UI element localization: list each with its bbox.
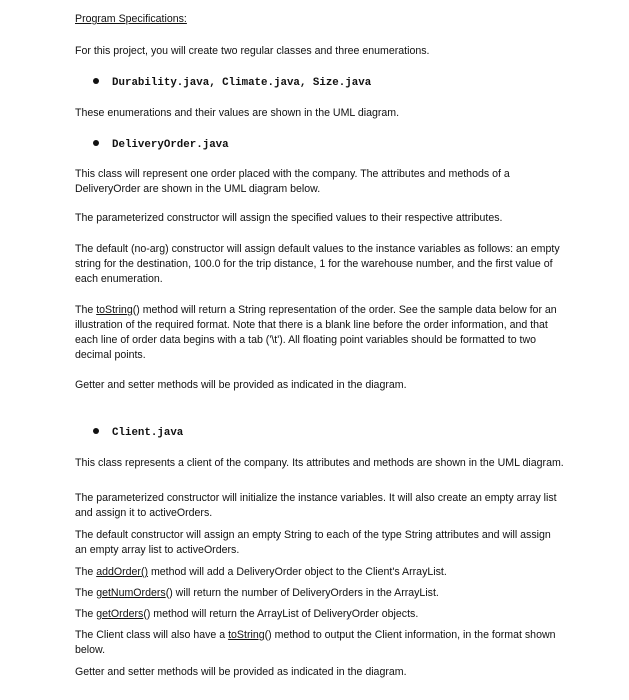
delivery-paragraph-2: The parameterized constructor will assign the specified values to their respective attributes. [75, 212, 503, 224]
intro-paragraph: For this project, you will create two regular classes and three enumerations. [75, 45, 430, 57]
addorder-reference: addOrder() [96, 566, 149, 578]
client-paragraph-3: The default constructor will assign an empty String to each of the type String attributes and will assign an empty array list to activeOrders. [75, 529, 551, 556]
bullet-enumerations [93, 75, 371, 91]
bullet-delivery-order-text: DeliveryOrder.java [112, 139, 229, 151]
text-segment: () method to output the Client information, in the format shown below. [75, 629, 556, 656]
text-segment: () method will return the ArrayList of DeliveryOrder objects. [143, 608, 419, 620]
enumerations-paragraph: These enumerations and their values are shown in the UML diagram. [75, 107, 400, 119]
text-segment: The [75, 608, 97, 620]
client-paragraph-1: This class represents a client of the company. Its attributes and methods are shown in the UML diagram. [75, 457, 564, 469]
client-paragraph-8: Getter and setter methods will be provided as indicated in the diagram. [75, 666, 407, 678]
bullet-delivery-order [93, 137, 229, 153]
text-segment: The [75, 587, 97, 599]
delivery-paragraph-3: The default (no-arg) constructor will assign default values to the instance variables as follows: an empty string for the destination, 100.0 for the trip distance, 1 for the warehouse number, and the first value of each enumeration. [75, 243, 560, 285]
bullet-client [93, 425, 183, 441]
page-heading: Program Specifications: [75, 13, 187, 25]
client-paragraph-6 [75, 607, 565, 622]
text-segment: The [75, 566, 97, 578]
bullet-icon [93, 428, 99, 434]
client-paragraph-4 [75, 565, 565, 580]
delivery-paragraph-5: Getter and setter methods will be provided as indicated in the diagram. [75, 379, 407, 391]
delivery-paragraph-1: This class will represent one order placed with the company. The attributes and methods of a DeliveryOrder are shown in the UML diagram below. [75, 168, 510, 195]
bullet-icon [93, 78, 99, 84]
client-paragraph-5 [75, 586, 565, 601]
text-segment: () will return the number of DeliveryOrders in the ArrayList. [165, 587, 439, 599]
bullet-client-text: Client.java [112, 427, 184, 439]
text-segment: method will add a DeliveryOrder object to the Client's ArrayList. [148, 566, 447, 578]
text-segment: The Client class will also have a [75, 629, 229, 641]
delivery-paragraph-4 [75, 303, 565, 363]
bullet-enumerations-text: Durability.java, Climate.java, Size.java [112, 77, 372, 89]
bullet-icon [93, 140, 99, 146]
text-segment: The [75, 304, 97, 316]
client-tostring-reference: toString [228, 629, 265, 641]
tostring-reference: toString [96, 304, 133, 316]
client-paragraph-7 [75, 628, 565, 658]
getnumorders-reference: getNumOrders [96, 587, 166, 599]
client-paragraph-2: The parameterized constructor will initialize the instance variables. It will also create an empty array list and assign it to activeOrders. [75, 492, 557, 519]
text-segment: () method will return a String representation of the order. See the sample data below for an illustration of the required format. Note that there is a blank line before the order information, and that each line of order data begins with a tab ('\t'). All floating point variables should be formatted to two decimal points. [75, 304, 557, 361]
getorders-reference: getOrders [96, 608, 144, 620]
